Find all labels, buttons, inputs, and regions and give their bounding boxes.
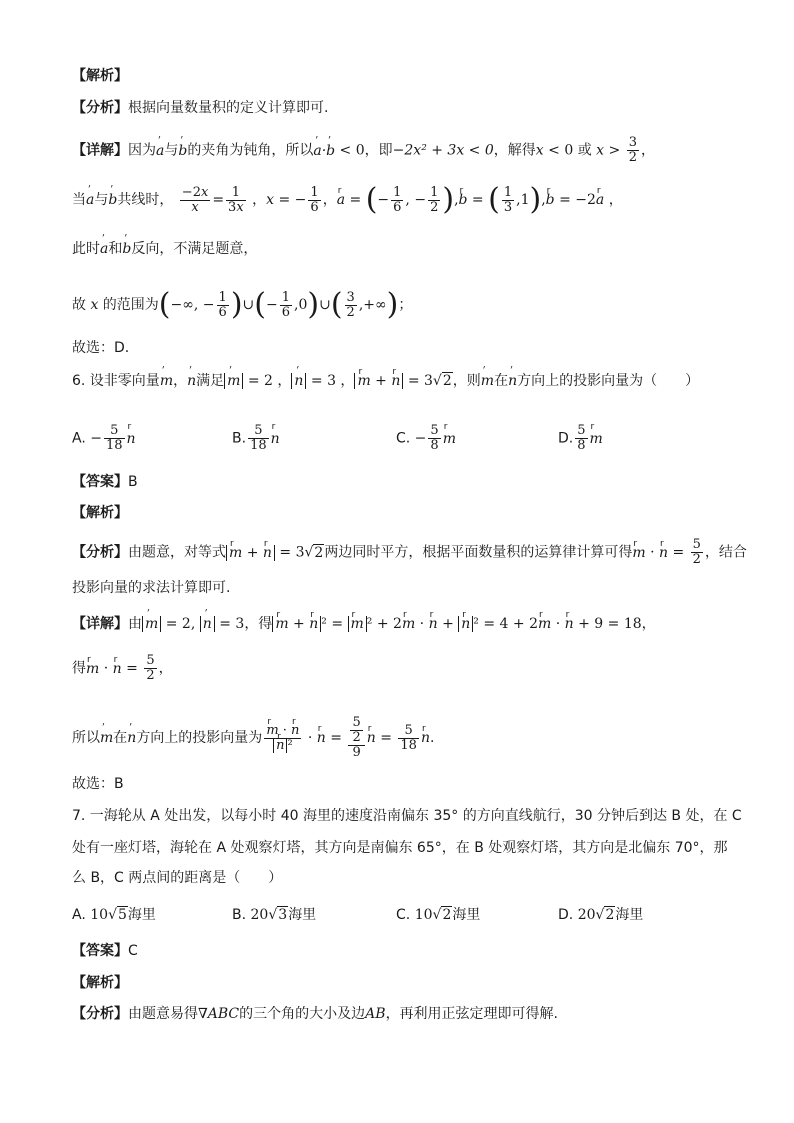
- fenxi-line-2-q6: 投影向量的求法计算即可.: [72, 580, 231, 596]
- text: 方向上的投影向量为: [136, 730, 263, 746]
- text: 与: [164, 142, 179, 159]
- question-6-stem: 6. 设非零向量ʹ m，ʹ n满足ʹ m = 2 ，ʹ n = 3 ，r m + r n = 3√2，则ʹ m在ʹ n方向上的投影向量为（ ）: [72, 371, 699, 391]
- text: 故: [72, 297, 86, 313]
- xiangjie-tag: 【详解】: [72, 616, 128, 632]
- jiexi-heading-q5: 【解析】: [72, 68, 128, 84]
- option-a-q7[interactable]: A. 10√5海里: [72, 907, 156, 923]
- coef: 20: [577, 907, 596, 923]
- option-label: A.: [72, 907, 86, 923]
- fenxi-line-q6: 【分析】由题意，对等式r m + r n = 3√2两边同时平方，根据平面数量积的运算律计算可得r m · r n = $\frac{5}{2}$ ，结合: [72, 538, 747, 567]
- answer-value: C: [128, 943, 138, 959]
- text: 当: [72, 192, 86, 208]
- option-b-q7[interactable]: B. 20√3海里: [232, 907, 317, 923]
- answer-line-q6: 故选：B: [72, 776, 124, 792]
- option-label: C.: [396, 907, 411, 923]
- xiangjie-line-2-q6: 得r m · r n = $\frac{5}{2}$ ，: [72, 654, 173, 683]
- fenxi-tag: 【分析】: [72, 100, 128, 116]
- fenxi-line-q5: [72, 98, 328, 118]
- text: 的三个角的大小及边: [239, 1006, 366, 1022]
- triangle-symbol: ∇ABC: [198, 1006, 240, 1022]
- radicand: 2: [442, 907, 452, 923]
- option-d-q6[interactable]: D. $\frac{5}{8}$ r m: [558, 424, 603, 453]
- text: ，结合: [704, 544, 747, 561]
- option-d-q7[interactable]: D. 20√2海里: [558, 907, 644, 923]
- answer-tag: 【答案】: [72, 474, 128, 490]
- option-label: D.: [558, 907, 574, 923]
- jiexi-heading-q7: 【解析】: [72, 975, 128, 991]
- xiangjie-line-1-q6: 【详解】由ʹ m = 2, ʹ n = 3，得r m + r n ² = r m ² + 2r m · r n + r n ² = 4 + 2r m · r n + 9 = 18，: [72, 614, 656, 634]
- coef: 20: [250, 907, 269, 923]
- fenxi-line-q7: [72, 1004, 558, 1024]
- text: 在: [494, 373, 509, 389]
- text: 在: [113, 730, 128, 746]
- radicand: 5: [117, 907, 127, 923]
- text: ，: [158, 660, 173, 677]
- option-b-q6[interactable]: B. $\frac{5}{18}$ r n: [232, 424, 280, 453]
- text: 由: [128, 616, 142, 632]
- text: 得: [72, 660, 86, 677]
- text: 方向上的投影向量为（ ）: [517, 373, 700, 389]
- text: ，则: [452, 373, 481, 389]
- text: ，再利用正弦定理即可得解.: [385, 1006, 559, 1022]
- unit: 海里: [615, 907, 644, 923]
- text: ；: [398, 297, 413, 313]
- answer-row-q6: [72, 472, 138, 492]
- text: ，即: [364, 142, 393, 159]
- text: 6. 设非零向量: [72, 373, 160, 389]
- xiangjie-line-2-q5: 当ʹ a与ʹ b共线时， $\frac{-2x}{x}$ = $\frac{1}{3x}$ ，x = − $\frac{1}{6}$ ，r a = (− $\frac{1}{6}$ , − $\frac{1}{2}$ ),r b = ( $\frac{1}{3}$ ,1),r b = −2r a ，: [72, 185, 623, 215]
- question-7-stem-line-1: 7. 一海轮从 A 处出发，以每小时 40 海里的速度沿南偏东 35° 的方向直线航行，30 分钟后到达 B 处，在 C: [72, 808, 742, 824]
- text: ，解得: [493, 142, 536, 159]
- answer-tag: 【答案】: [72, 943, 128, 959]
- fenxi-text: 根据向量数量积的定义计算即可.: [128, 100, 329, 116]
- option-label: B.: [232, 907, 247, 923]
- question-7-stem-line-2: 处有一座灯塔，海轮在 A 处观察灯塔，其方向是南偏东 65°，在 B 处观察灯塔，其方向是北偏东 70°，那: [72, 840, 728, 856]
- text: ，: [640, 142, 655, 159]
- xiangjie-line-1-q5: 【详解】因为ʹ a与ʹ b的夹角为钝角，所以ʹ a·ʹ b < 0，即−2x² + 3x < 0，解得x < 0 或 x > $\frac{3}{2}$ ，: [72, 136, 655, 165]
- text: 和: [108, 241, 123, 257]
- text: ，: [173, 373, 188, 389]
- text: ，得: [244, 616, 273, 632]
- text: 由题意，对等式: [128, 544, 226, 561]
- text: 反向，不满足题意，: [131, 241, 258, 257]
- unit: 海里: [288, 907, 317, 923]
- question-7-stem-line-3: 么 B，C 两点间的距离是（ ）: [72, 870, 283, 886]
- text: 因为: [128, 142, 156, 159]
- text: 的范围为: [102, 297, 159, 313]
- text: 由题意易得: [128, 1006, 198, 1022]
- text: 所以: [72, 730, 100, 746]
- fenxi-tag: 【分析】: [72, 544, 128, 561]
- text: 此时: [72, 241, 100, 257]
- option-label: B.: [232, 430, 247, 447]
- inequality: −2x² + 3x < 0: [392, 142, 494, 159]
- xiangjie-line-4-q5: 故 x 的范围为(−∞, − $\frac{1}{6}$ )∪(− $\frac{1}{6}$ ,0)∪( $\frac{3}{2}$ ,+∞)；: [72, 287, 413, 322]
- text: 与: [94, 192, 109, 208]
- xiangjie-line-3-q5: 此时ʹ a和ʹ b反向，不满足题意，: [72, 239, 257, 259]
- text: 共线时，: [117, 192, 174, 208]
- option-label: A.: [72, 430, 86, 447]
- option-c-q7[interactable]: C. 10√2海里: [396, 907, 481, 923]
- answer-line-q5: 故选：D.: [72, 340, 130, 356]
- unit: 海里: [452, 907, 481, 923]
- text: ，: [641, 616, 656, 632]
- text: 或: [577, 142, 592, 159]
- jiexi-heading-q6: 【解析】: [72, 505, 128, 521]
- option-a-q6[interactable]: A. − $\frac{5}{18}$ r n: [72, 424, 136, 453]
- option-c-q6[interactable]: C. − $\frac{5}{8}$ r m: [396, 424, 456, 453]
- unit: 海里: [127, 907, 156, 923]
- coef: 10: [90, 907, 109, 923]
- answer-row-q7: [72, 941, 138, 961]
- coef: 10: [414, 907, 433, 923]
- text: 的夹角为钝角，所以: [187, 142, 314, 159]
- xiangjie-line-3-q6: 所以ʹ m在ʹ n方向上的投影向量为 r m · r n r n ² · r n = $\frac{\frac{5}{2}}{9}$ r n = $\frac{5}{18}$ r n.: [72, 716, 434, 760]
- radicand: 3: [278, 907, 288, 923]
- side-ab: AB: [365, 1006, 386, 1022]
- text: 两边同时平方，根据平面数量积的运算律计算可得: [324, 544, 633, 561]
- option-label: C.: [396, 430, 411, 447]
- fenxi-tag: 【分析】: [72, 1006, 128, 1022]
- radicand: 2: [605, 907, 615, 923]
- xiangjie-tag: 【详解】: [72, 142, 128, 159]
- option-label: D.: [558, 430, 574, 447]
- text: 满足: [196, 373, 225, 389]
- answer-value: B: [128, 474, 138, 490]
